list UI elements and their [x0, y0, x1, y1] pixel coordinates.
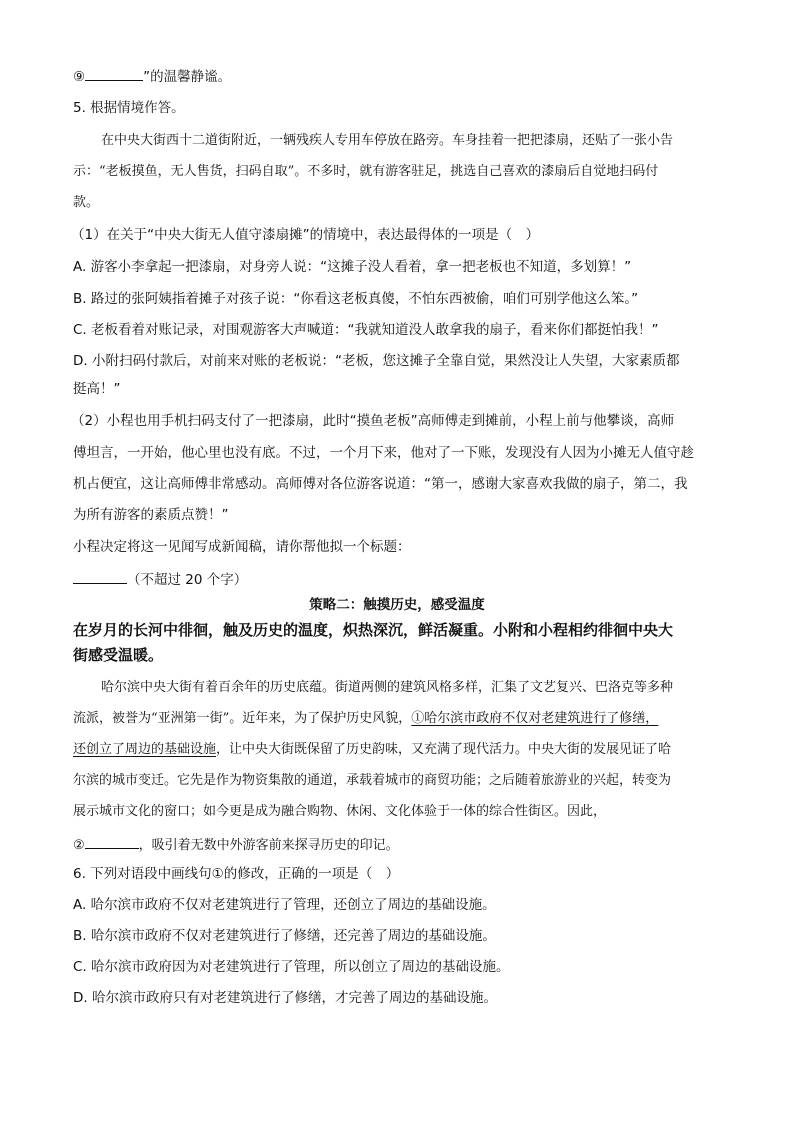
scenario-text-line-2: 示：“老板摸鱼，无人售货，扫码自取”。不多时，就有游客驻足，挑选自己喜欢的漆扇后自觉地扫码付 — [73, 164, 659, 179]
option-5-1-b[interactable]: B. 路过的张阿姨指着摊子对孩子说：“你看这老板真傻，不怕东西被偷，咱们可别学他这么笨。” — [73, 291, 639, 307]
passage-line-6 — [73, 834, 399, 855]
option-6-c[interactable]: C. 哈尔滨市政府因为对老建筑进行了管理，所以创立了周边的基础设施。 — [73, 959, 510, 975]
passage-line-5: 展示城市文化的窗口；如今更是成为融合购物、休闲、文化体验于一体的综合性街区。因此， — [73, 804, 607, 819]
option-5-1-d-cont: 挺高！” — [73, 381, 121, 397]
passage-line-6-text: ，吸引着无数中外游客前来探寻历史的印记。 — [138, 838, 399, 853]
question-5-2-line-3: 机占便宜，这让高师傅非常感动。高师傅对各位游客说道：“第一，感谢大家喜欢我做的扇子，第二，我 — [73, 476, 688, 492]
question-5-2-line-2: 傅坦言，一开始，他心里也没有底。不过，一个月下来，他对了一下账，发现没有人因为小摊无人值守趁 — [73, 445, 694, 461]
option-6-a[interactable]: A. 哈尔滨市政府不仅对老建筑进行了管理，还创立了周边的基础设施。 — [73, 897, 496, 913]
question-5-2-line-4: 为所有游客的素质点赞！” — [73, 507, 229, 523]
scenario-text-line-1: 在中央大街西十二道街附近，一辆残疾人专用车停放在路旁。车身挂着一把把漆扇，还贴了一张小告 — [101, 133, 674, 148]
passage-line-3-text: ，让中央大街既保留了历史韵味，又充满了现代活力。中央大街的发展见证了哈 — [216, 742, 672, 757]
underlined-sentence-1-part-1: ①哈尔滨市政府不仅对老建筑进行了修缮， — [411, 711, 659, 726]
question-5-title: 5. 根据情境作答。 — [73, 100, 185, 116]
headline-limit-note: （不超过 20 个字） — [127, 572, 248, 588]
scenario-text-line-3: 款。 — [73, 195, 100, 210]
question-5-2-line-1: （2）小程也用手机扫码支付了一把漆扇，此时“摸鱼老板”高师傅走到摊前，小程上前与他攀谈，高师 — [71, 413, 675, 429]
underlined-sentence-1-part-2: 还创立了周边的基础设施 — [73, 742, 217, 757]
section-intro-line-1: 在岁月的长河中徘徊，触及历史的温度，炽热深沉，鲜活凝重。小附和小程相约徘徊中央大 — [73, 621, 674, 639]
option-5-1-a[interactable]: A. 游客小李拿起一把漆扇，对身旁人说：“这摊子没人看着，拿一把老板也不知道，多划算！” — [73, 259, 632, 275]
headline-answer-blank[interactable] — [73, 569, 127, 584]
question-6-stem: 6. 下列对语段中画线句①的修改，正确的一项是（ ） — [73, 866, 400, 882]
blank-9-number: ⑨ — [73, 69, 86, 85]
section-title-strategy-2: 策略二：触摸历史，感受温度 — [309, 597, 485, 613]
passage-line-2-text: 流派，被誉为“亚洲第一街”。近年来，为了保护历史风貌， — [73, 711, 412, 726]
answer-blank-2[interactable] — [85, 834, 139, 849]
passage-line-2 — [73, 710, 658, 728]
passage-line-1: 哈尔滨中央大街有着百余年的历史底蕴。街道两侧的建筑风格多样，汇集了文艺复兴、巴洛克等多种 — [101, 680, 674, 695]
option-5-1-c[interactable]: C. 老板看着对账记录，对围观游客大声喊道：“我就知道没人敢拿我的扇子，看来你们都挺怕我！” — [73, 322, 659, 338]
section-intro-line-2: 街感受温暖。 — [73, 646, 164, 664]
option-6-b[interactable]: B. 哈尔滨市政府不仅对老建筑进行了修缮，还完善了周边的基础设施。 — [73, 928, 496, 944]
blank-9-line — [73, 66, 231, 86]
passage-line-4: 尔滨的城市变迁。它先是作为物资集散的通道，承载着城市的商贸功能；之后随着旅游业的兴起，转变为 — [73, 773, 672, 788]
option-5-1-d[interactable]: D. 小附扫码付款后，对前来对账的老板说：“老板，您这摊子全靠自觉，果然没让人失望，大家素质都 — [73, 353, 680, 369]
answer-blank-9[interactable] — [85, 66, 143, 81]
option-6-d[interactable]: D. 哈尔滨市政府只有对老建筑进行了修缮，才完善了周边的基础设施。 — [73, 990, 497, 1006]
passage-line-3 — [73, 741, 671, 759]
blank-9-text: ”的温馨静谧。 — [143, 69, 232, 85]
headline-instruction: 小程决定将这一见闻写成新闻稿，请你帮他拟一个标题： — [73, 539, 411, 555]
headline-answer-line — [73, 569, 247, 589]
blank-2-number: ② — [73, 838, 85, 853]
question-5-1-stem: （1）在关于“中央大街无人值守漆扇摊”的情境中，表达最得体的一项是（ ） — [71, 227, 540, 243]
